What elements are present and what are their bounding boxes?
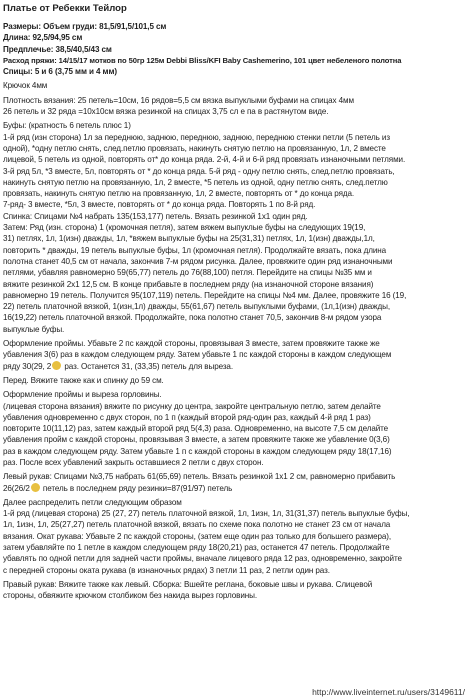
text-line: накинуть снятую петлю на провязанную, 1л, 2 вместе, *5 петель из одной, одну петлю снять, след.петлю <box>3 177 388 187</box>
text-line: раз в каждом следующем ряду. Затем убавьте 1 п с каждой стороны в каждом следующем ряду 18(17,16) <box>3 446 392 456</box>
armhole-heading-line: Оформление проймы. Убавьте 2 пс каждой стороны, провязывая 3 вместе, затем провяжите также же <box>3 339 380 349</box>
sizes-line: Размеры: Объем груди: 81,5/91,5/101,5 см <box>3 22 167 31</box>
forearm-line: Предплечье: 38,5/40,5/43 см <box>3 44 112 54</box>
length-line: Длина: 92,5/94,95 см <box>3 33 83 43</box>
text-line: вязания. Окат рукава: Убавьте 2 пс каждой стороны, (затем еще один раз только для большего размера), <box>3 531 392 541</box>
smiley-icon <box>31 483 40 492</box>
text-line: лицевой, 5 петель из одной, повторять от* до конца ряда. 2-й, 4-й и 6-й ряд провязать изнаночными петлями. <box>3 155 406 165</box>
text-line: убавления пройм с каждой стороны, провязывая 3 вместе, а затем провяжите также же убавление 0(3,6) <box>3 435 390 445</box>
yarn-line: Расход пряжи: 14/15/17 мотков по 50гр 125м Debbi Bliss/KFI Baby Cashemerino, 101 цвет небеленого полотна <box>3 55 402 65</box>
text-line: повторить * дважды, 19 петель выпуклые буфы, 1л (кромочная петля). Продолжайте вязать, пока длина <box>3 245 387 255</box>
text-line: петлями, убавляя равномерно 59(65,77) петель до 76(88,100) петля. Перейдите на спицы №35 мм и <box>3 268 372 278</box>
right-sleeve-line: Правый рукав: Вяжите также как левый. Сборка: Вшейте реглана, боковые швы и рукава. Слицевой <box>3 579 373 589</box>
text-line: провязать, накинуть снятую петлю на провязанную, 1л, 2 вместе, повторять от * до конца ряда. <box>3 189 355 199</box>
text-line: 1-й ряд (лицевая сторона) 25 (27, 27) петель платочной вязкой, 1л, 1изн, 1л, 31(31,37) петель выпуклые буфы, <box>3 509 410 519</box>
source-url-watermark: http://www.liveinternet.ru/users/3149611/ <box>312 687 465 697</box>
front-line: Перед. Вяжите также как и спинку до 59 см. <box>3 375 164 385</box>
document-title: Платье от Ребекки Тейлор <box>3 3 127 14</box>
text-line: 1-й ряд (изн сторона) 1л за переднюю, заднюю, переднюю, заднюю, переднюю стенки петли (5 петель из <box>3 132 390 142</box>
text-line: 31) петлях, 1л, 1(изн) дважды, 1л, *вяжем выпуклые буфы на 25(31,31) петлях, 1л, 1(изн) дважды,1л, <box>3 234 375 244</box>
text-line: выпуклые буфы. <box>3 324 65 334</box>
gauge-line-1: Плотность вязания: 25 петель=10см, 16 рядов=5,5 см вязка выпуклыми буфами на спицах 4мм <box>3 95 354 105</box>
text-line: раз. После всех убавлений закрыть оставшиеся 2 петли с двух сторон. <box>3 457 264 467</box>
text-line: с передней стороны оката рукава (в изнаночных рядах) 3 петли 11 раз, 2 петли один раз. <box>3 565 330 575</box>
text-line: равномерно 19 петель. Получится 95(107,119) петель. Перейдите на спицы №4 мм. Далее, провяжите 16 (19, <box>3 290 407 300</box>
back-heading-line: Спинка: Спицами №4 набрать 135(153,177) петель. Вязать резинкой 1х1 один ряд. <box>3 211 308 221</box>
text-line: стороны, обвяжите крючком столбиком без накида вырез горловины. <box>3 591 257 601</box>
text-line: вяжите резинкой 2х1 12,5 см. В конце прибавьте в последнем ряду (на изнаночной стороне вязания) <box>3 279 374 289</box>
armhole-line-start: ряду 30(29, 2 <box>3 361 52 371</box>
left-sleeve-line: Левый рукав: Спицами №3,75 набрать 61(65,69) петель. Вязать резинкой 1х1 2 см, равномерно прибавить <box>3 472 396 482</box>
hook-line: Крючок 4мм <box>3 81 48 91</box>
distribution-heading: Далее распределить петли следующим образом <box>3 497 182 507</box>
sleeve-line-with-emoji <box>3 483 466 494</box>
text-line: 3-й ряд 5л, *3 вместе, 5л, повторять от * до конца ряда. 5-й ряд - одну петлю снять, след.петлю провязать, <box>3 166 395 176</box>
document-body <box>3 3 466 602</box>
text-line: затем убавляйте по 1 петле в каждом следующем ряду 18(20,21) раз, останется 47 петель. Продолжайте <box>3 543 390 553</box>
text-line: убавлять по одной петли для задней части проймы, вначале лицевого ряда 12 раз, одновременно, закройте <box>3 554 402 564</box>
bobble-heading: Буфы: (кратность 6 петель плюс 1) <box>3 121 131 131</box>
neckline-heading: Оформление проймы и выреза горловины. <box>3 390 162 400</box>
text-line: убавления 3(6) раз в каждом следующем ряду. Затем убавьте 1 пс каждой стороны в каждом следующем <box>3 350 392 360</box>
text-line: 16(19,22) петель платочной вязкой. Продолжайте, пока полотно станет 70,5, закончив 8-м рядом узора <box>3 313 382 323</box>
sleeve-line-start: 26(26/2 <box>3 483 30 493</box>
armhole-line-end: раз. Останется 31, (33,35) петель для выреза. <box>64 361 233 371</box>
sleeve-line-end: петель в последнем ряду резинки=87(91/97) петель <box>42 483 233 493</box>
text-line: повторите 10(11,12) раз, затем каждый второй ряд 5(4,3) раза. Одновременно, на высоте 7,5 см делайте <box>3 424 389 434</box>
smiley-icon <box>52 361 61 370</box>
text-line: 7-ряд- 3 вместе, *5л, 3 вместе, повторять от * до конца ряда. Повторять 1 по 8-й ряд. <box>3 200 316 210</box>
text-line: 1л, 1изн, 1л, 25(27,27) петель платочной вязкой, вязать по схеме пока полотно не станет 23 см от начала <box>3 520 391 530</box>
text-line: 22) петель платочной вязкой, 1(изн,1л) дважды, 55(61,67) петель выпуклыми буфами, (1л,1(изн) дважды, <box>3 302 390 312</box>
gauge-line-2: 26 петель и 32 ряда =10х10см вязка резинкой на спицах 3,75 сл е па в растянутом виде. <box>3 107 329 117</box>
text-line: Затем: Ряд (изн. сторона) 1 (кромочная петля), затем вяжем выпуклые буфы на следующих 19(19, <box>3 223 366 233</box>
text-line: (лицевая сторона вязания) вяжите по рисунку до центра, закройте центральную петлю, затем делайте <box>3 401 381 411</box>
text-line: полотна станет 40,5 см от начала, закончив 7-м рядом рисунка. Далее, провяжите один ряд изнаночными <box>3 256 393 266</box>
text-line: убавления одновременно с двух сторон, по 1 п (каждый второй ряд-один раз, каждый 4-й ряд 1 раз) <box>3 412 371 422</box>
needles-line: Спицы: 5 и 6 (3,75 мм и 4 мм) <box>3 67 117 77</box>
text-line: одной), *одну петлю снять, след.петлю провязать, накинуть снятую петлю на провязанную, 1л, 2 вместе <box>3 143 386 153</box>
armhole-line-with-emoji <box>3 361 466 372</box>
